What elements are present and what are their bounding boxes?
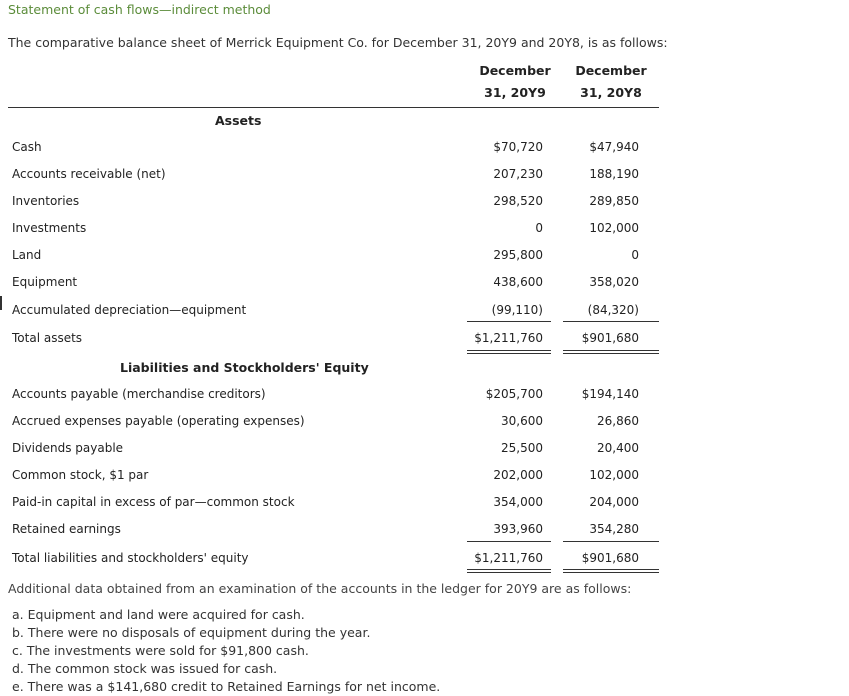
row-value-20y8: 354,280 — [589, 522, 639, 536]
row-value-20y8: 102,000 — [589, 221, 639, 235]
row-value-20y9: 30,600 — [501, 414, 543, 428]
row-value-20y9: $1,211,760 — [474, 331, 543, 345]
row-value-20y9: 298,520 — [493, 194, 543, 208]
row-value-20y9: 202,000 — [493, 468, 543, 482]
list-item: d. The common stock was issued for cash. — [12, 661, 278, 676]
row-value-20y8: $901,680 — [581, 331, 639, 345]
row-label: Dividends payable — [12, 441, 124, 455]
row-value-20y8: $194,140 — [581, 387, 639, 401]
row-label: Inventories — [12, 194, 80, 208]
table-row — [0, 519, 849, 539]
row-value-20y9: 25,500 — [501, 441, 543, 455]
row-label: Accrued expenses payable (operating expenses) — [12, 414, 305, 428]
assets-section-title: Assets — [215, 113, 262, 128]
row-value-20y8: (84,320) — [587, 303, 639, 317]
column-header-20y8 — [571, 60, 651, 104]
double-rule-20y9 — [467, 350, 551, 351]
double-rule-20y9 — [467, 569, 551, 570]
total-liabilities-row — [0, 548, 849, 568]
row-label: Accounts receivable (net) — [12, 167, 166, 181]
row-value-20y8: 289,850 — [589, 194, 639, 208]
list-item: b. There were no disposals of equipment during the year. — [12, 625, 371, 640]
list-item: c. The investments were sold for $91,800 cash. — [12, 643, 309, 658]
table-row — [0, 384, 849, 404]
row-label: Accumulated depreciation—equipment — [12, 303, 247, 317]
row-value-20y8: 188,190 — [589, 167, 639, 181]
row-value-20y9: $205,700 — [485, 387, 543, 401]
row-value-20y9: 207,230 — [493, 167, 543, 181]
row-value-20y8: 26,860 — [597, 414, 639, 428]
row-label: Equipment — [12, 275, 78, 289]
row-label: Accounts payable (merchandise creditors) — [12, 387, 266, 401]
row-label: Land — [12, 248, 42, 262]
row-value-20y9: $70,720 — [493, 140, 543, 154]
column-header-line1: December — [479, 63, 551, 78]
double-rule-20y9 — [467, 572, 551, 573]
table-row — [0, 164, 849, 184]
row-value-20y8: $901,680 — [581, 551, 639, 565]
row-value-20y9: 0 — [535, 221, 543, 235]
row-value-20y8: 204,000 — [589, 495, 639, 509]
subtotal-rule-20y9 — [467, 541, 551, 542]
table-row — [0, 191, 849, 211]
additional-data-text: Additional data obtained from an examination of the accounts in the ledger for 20Y9 are as follows: — [8, 581, 632, 596]
row-value-20y8: 102,000 — [589, 468, 639, 482]
column-header-line2: 31, 20Y8 — [580, 85, 642, 100]
row-value-20y8: 20,400 — [597, 441, 639, 455]
double-rule-20y8 — [563, 569, 659, 570]
table-row — [0, 411, 849, 431]
row-value-20y8: $47,940 — [589, 140, 639, 154]
subtotal-rule-20y8 — [563, 321, 659, 322]
header-rule — [8, 107, 659, 108]
table-row — [0, 300, 849, 320]
row-label: Common stock, $1 par — [12, 468, 149, 482]
table-row — [0, 465, 849, 485]
row-value-20y9: 295,800 — [493, 248, 543, 262]
table-row — [0, 218, 849, 238]
total-assets-row — [0, 328, 849, 348]
row-label: Total liabilities and stockholders' equity — [12, 551, 249, 565]
row-value-20y9: 354,000 — [493, 495, 543, 509]
double-rule-20y8 — [563, 572, 659, 573]
double-rule-20y8 — [563, 353, 659, 354]
row-label: Investments — [12, 221, 87, 235]
row-value-20y8: 358,020 — [589, 275, 639, 289]
row-value-20y9: 438,600 — [493, 275, 543, 289]
column-header-line2: 31, 20Y9 — [484, 85, 546, 100]
row-value-20y9: $1,211,760 — [474, 551, 543, 565]
row-value-20y9: 393,960 — [493, 522, 543, 536]
row-value-20y8: 0 — [631, 248, 639, 262]
table-row — [0, 492, 849, 512]
table-row — [0, 438, 849, 458]
table-row — [0, 272, 849, 292]
row-value-20y9: (99,110) — [491, 303, 543, 317]
row-label: Total assets — [12, 331, 83, 345]
row-label: Cash — [12, 140, 42, 154]
column-header-20y9 — [475, 60, 555, 104]
list-item: e. There was a $141,680 credit to Retained Earnings for net income. — [12, 679, 441, 694]
row-label: Paid-in capital in excess of par—common stock — [12, 495, 295, 509]
table-row — [0, 245, 849, 265]
row-label: Retained earnings — [12, 522, 121, 536]
list-item: a. Equipment and land were acquired for cash. — [12, 607, 305, 622]
double-rule-20y9 — [467, 353, 551, 354]
intro-text: The comparative balance sheet of Merrick Equipment Co. for December 31, 20Y9 and 20Y8, is as follows: — [8, 35, 668, 50]
double-rule-20y8 — [563, 350, 659, 351]
subtotal-rule-20y9 — [467, 321, 551, 322]
additional-data-list — [12, 606, 440, 696]
page-heading: Statement of cash flows—indirect method — [8, 2, 271, 17]
liabilities-section-title: Liabilities and Stockholders' Equity — [120, 360, 369, 375]
subtotal-rule-20y8 — [563, 541, 659, 542]
table-row — [0, 137, 849, 157]
column-header-line1: December — [575, 63, 647, 78]
